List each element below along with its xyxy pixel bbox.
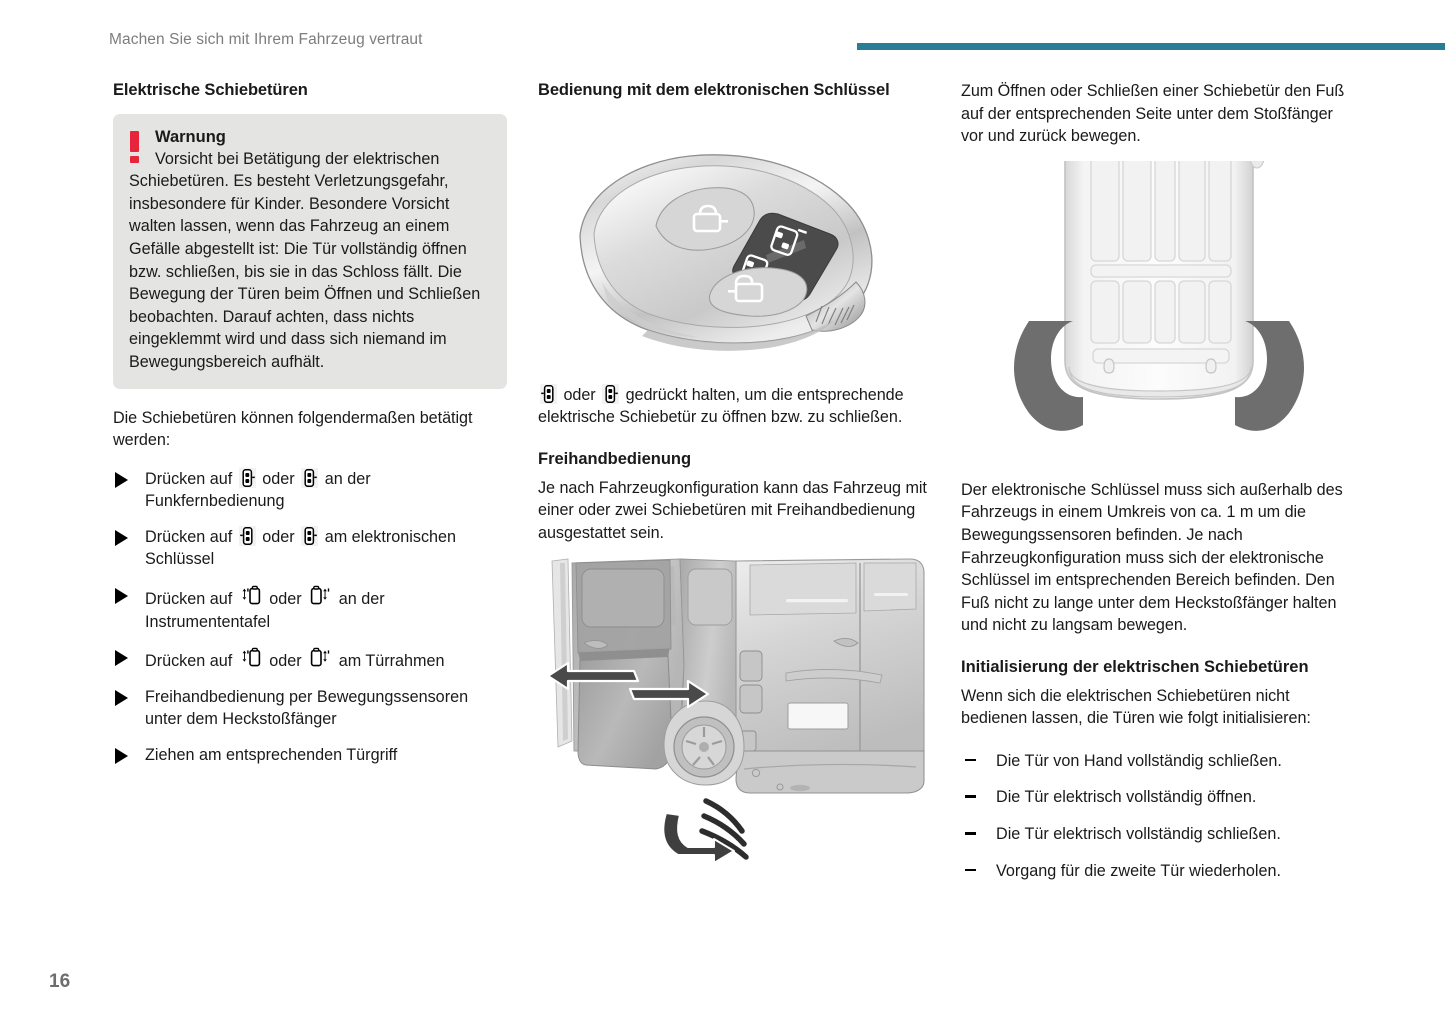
item-post-text: an der Instrumententafel: [145, 590, 385, 631]
door-panel-button-left-icon: [239, 646, 263, 670]
item-mid-text: oder: [262, 469, 295, 488]
item-post-text: Ziehen am entsprechenden Türgriff: [145, 746, 398, 765]
key-caption: [538, 384, 930, 429]
header-rule: [857, 43, 1445, 50]
item-pre-text: Drücken auf: [145, 590, 233, 609]
item-mid-text: oder: [269, 590, 302, 609]
page-header: [0, 0, 1445, 60]
warning-title: Warnung: [155, 127, 226, 146]
item-post-text: Freihandbedienung per Bewegungssensoren unter dem Heckstoßfänger: [145, 687, 469, 729]
caption-post-text: gedrückt halten, um die entsprechende elektrische Schiebetür zu öffnen bzw. zu schließen.: [538, 385, 904, 427]
foot-motion-paragraph: Zum Öffnen oder Schließen einer Schiebetür den Fuß auf der entsprechenden Seite unter dem Stoßfänger vor und zurück bewegen.: [961, 82, 1345, 146]
list-item: [961, 860, 1353, 883]
warning-text: Vorsicht bei Betätigung der elektrischen Schiebetüren. Es besteht Verletzungsgefahr, insbesondere für Kinder. Besondere Vorsicht walten lassen, wenn das Fahrzeug an einem Gefälle abgestellt ist: Die Tür vollständig öffnen bzw. schließen, bis sie in das Schloss fällt. Die Bewegung der Türen beim Öffnen und Schließen beobachten. Darauf achten, dass nichts eingeklemmt wird und dass sich niemand im Bewegungsbereich aufhält.: [129, 149, 481, 371]
item-post-text: an der Funkfernbedienung: [145, 469, 371, 511]
item-pre-text: Drücken auf: [145, 652, 233, 671]
sliding-door-right-icon: [301, 468, 318, 488]
list-item: [113, 526, 509, 571]
left-column: [113, 80, 509, 767]
list-item: [113, 686, 509, 731]
item-mid-text: oder: [262, 527, 295, 546]
dash-bullet-icon: [965, 795, 976, 798]
list-item: [113, 584, 509, 633]
key-range-paragraph: Der elektronische Schlüssel muss sich außerhalb des Fahrzeugs in einem Umkreis von ca. 1 m um die Bewegungssensoren befinden. Je nach Fahrzeugkonfiguration muss sich der elektronische Schlüssel im entsprechenden Bereich befinden. Den Fuß nicht zu lange unter dem Heckstoßfänger halten und nicht zu langsam bewegen.: [961, 480, 1343, 635]
list-item: [113, 744, 509, 767]
step-text: Die Tür von Hand vollständig schließen.: [996, 751, 1282, 770]
subheading-initialisation: Initialisierung der elektrischen Schiebetüren: [961, 657, 1309, 676]
dash-bullet-icon: [965, 869, 976, 872]
door-panel-button-right-icon: [308, 584, 332, 608]
arrow-bullet-icon: [115, 650, 128, 666]
item-pre-text: Drücken auf: [145, 527, 233, 546]
page-number: 16: [49, 971, 71, 992]
sliding-door-right-icon: [602, 384, 619, 404]
list-item: [961, 786, 1353, 809]
arrow-bullet-icon: [115, 530, 128, 546]
step-text: Die Tür elektrisch vollständig schließen.: [996, 825, 1281, 844]
electronic-key-fob-illustration: [538, 116, 930, 366]
van-rear-topdown-sensor-zones-illustration: [961, 161, 1353, 461]
van-rear-sliding-door-kick-sensor-illustration: [538, 555, 930, 873]
arrow-bullet-icon: [115, 748, 128, 764]
initialisation-steps-list: [961, 750, 1353, 882]
step-text: Die Tür elektrisch vollständig öffnen.: [996, 788, 1257, 807]
caption-mid-text: oder: [563, 385, 596, 404]
arrow-bullet-icon: [115, 472, 128, 488]
arrow-bullet-icon: [115, 690, 128, 706]
list-item: [961, 750, 1353, 773]
sliding-door-left-icon: [540, 384, 557, 404]
list-item: [113, 468, 509, 513]
running-head: Machen Sie sich mit Ihrem Fahrzeug vertraut: [109, 31, 423, 48]
item-mid-text: oder: [269, 652, 302, 671]
item-post-text: am Türrahmen: [338, 652, 445, 671]
middle-column: [538, 80, 930, 873]
list-item: [961, 823, 1353, 846]
initialisation-intro: Wenn sich die elektrischen Schiebetüren nicht bedienen lassen, die Türen wie folgt initialisieren:: [961, 686, 1311, 728]
dash-bullet-icon: [965, 832, 976, 835]
arrow-bullet-icon: [115, 588, 128, 604]
operation-methods-list: [113, 468, 509, 767]
sliding-door-left-icon: [239, 468, 256, 488]
sliding-door-left-icon: [239, 526, 256, 546]
hands-free-paragraph: Je nach Fahrzeugkonfiguration kann das Fahrzeug mit einer oder zwei Schiebetüren mit Freihandbedienung ausgestattet sein.: [538, 478, 927, 542]
dash-bullet-icon: [965, 759, 976, 762]
subheading-hands-free: Freihandbedienung: [538, 449, 692, 468]
right-column: [961, 80, 1353, 896]
step-text: Vorgang für die zweite Tür wiederholen.: [996, 861, 1281, 880]
exclamation-icon: [130, 131, 139, 163]
item-post-text: am elektronischen Schlüssel: [145, 527, 457, 569]
intro-paragraph: Die Schiebetüren können folgendermaßen betätigt werden:: [113, 408, 473, 450]
list-item: [113, 646, 509, 673]
door-panel-button-left-icon: [239, 584, 263, 608]
section-heading-electric-sliding-doors: Elektrische Schiebetüren: [113, 81, 308, 99]
section-heading-electronic-key: Bedienung mit dem elektronischen Schlüssel: [538, 81, 890, 99]
sliding-door-right-icon: [301, 526, 318, 546]
item-pre-text: Drücken auf: [145, 469, 233, 488]
door-panel-button-right-icon: [308, 646, 332, 670]
warning-callout: [113, 114, 507, 389]
